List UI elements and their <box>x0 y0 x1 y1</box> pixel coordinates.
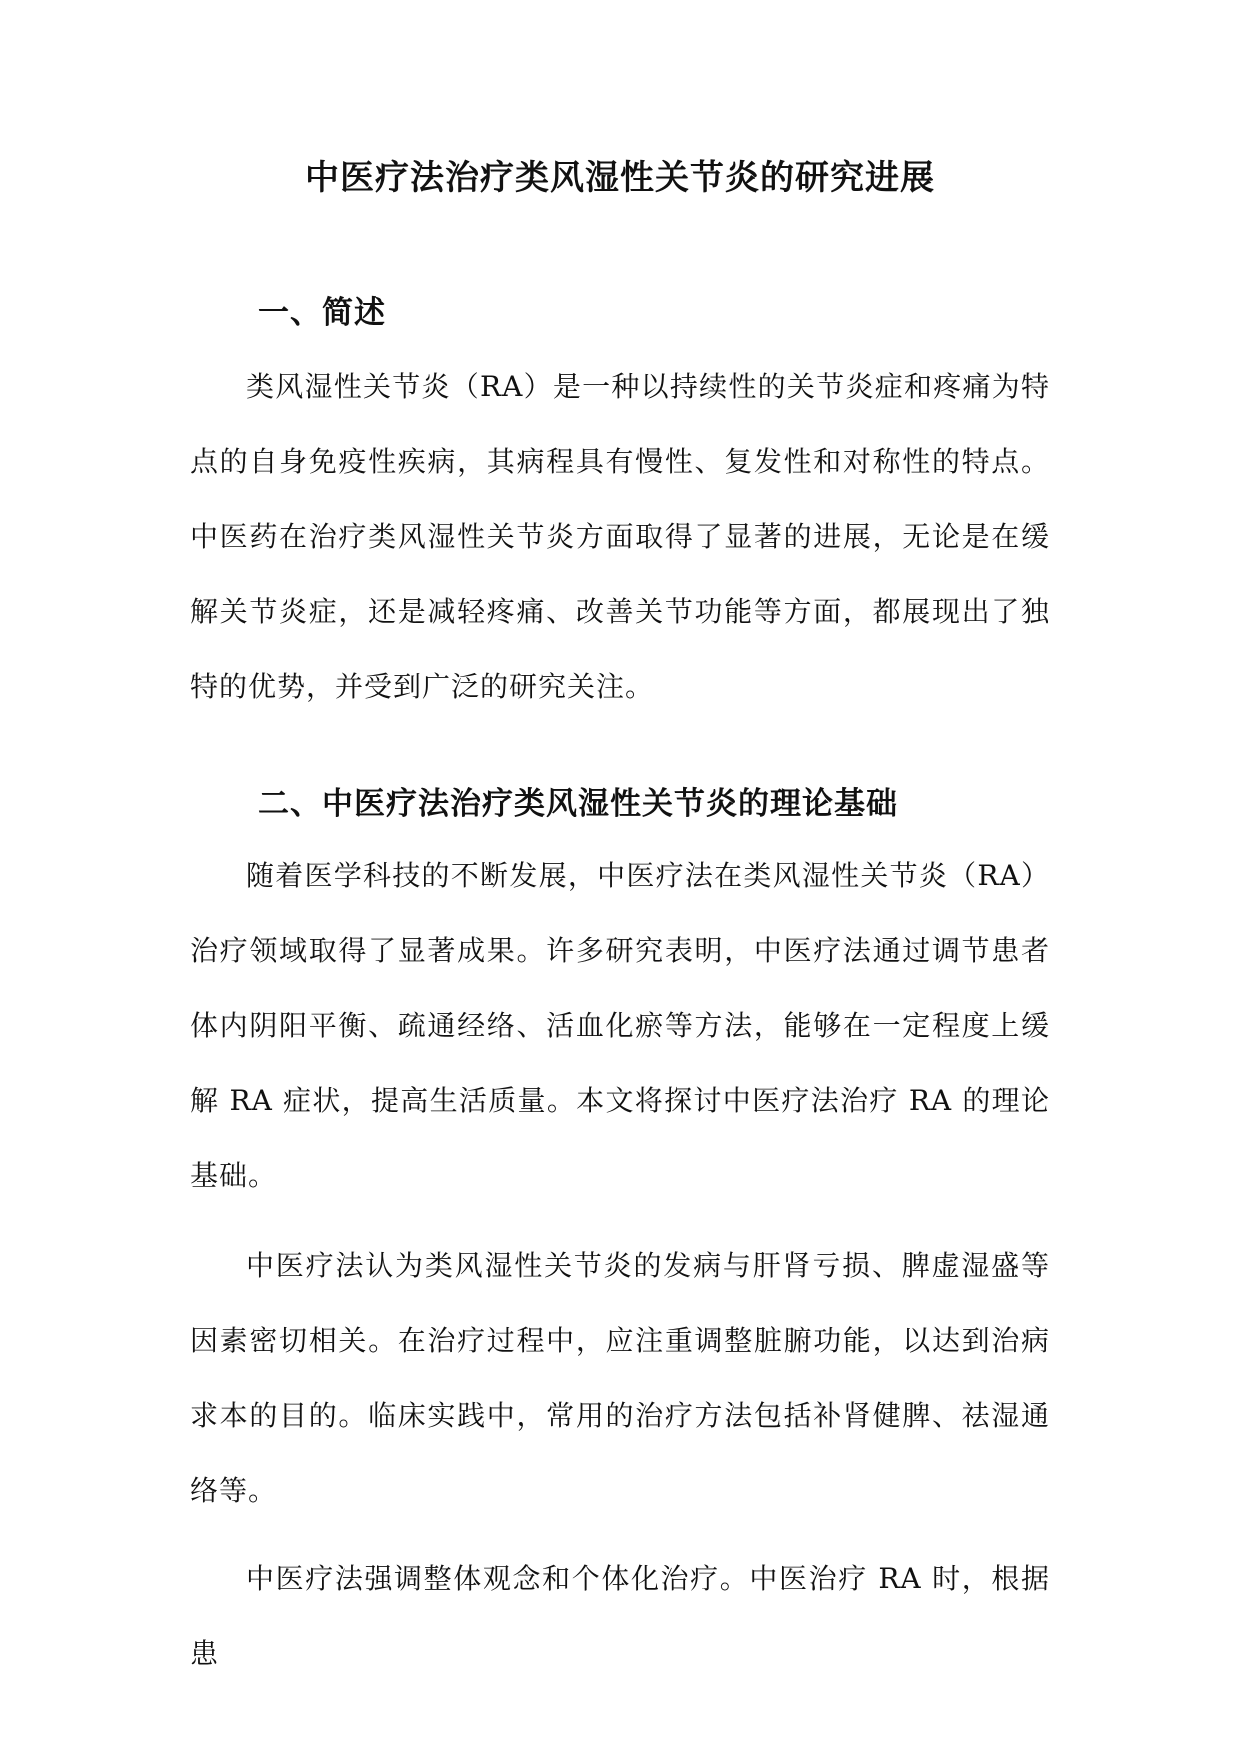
paragraph-theory-2: 中医疗法认为类风湿性关节炎的发病与肝肾亏损、脾虚湿盛等因素密切相关。在治疗过程中，应注重调整脏腑功能，以达到治病求本的目的。临床实践中，常用的治疗方法包括补肾健脾、祛湿通络等。 <box>190 1249 1050 1507</box>
paragraph-overview: 类风湿性关节炎（RA）是一种以持续性的关节炎症和疼痛为特点的自身免疫性疾病，其病程具有慢性、复发性和对称性的特点。中医药在治疗类风湿性关节炎方面取得了显著的进展，无论是在缓解关节炎症，还是减轻疼痛、改善关节功能等方面，都展现出了独特的优势，并受到广泛的研究关注。 <box>190 370 1050 703</box>
document-title: 中医疗法治疗类风湿性关节炎的研究进展 <box>305 158 935 198</box>
paragraph-theory-1: 随着医学科技的不断发展，中医疗法在类风湿性关节炎（RA）治疗领域取得了显著成果。许多研究表明，中医疗法通过调节患者体内阴阳平衡、疏通经络、活血化瘀等方法，能够在一定程度上缓解 RA 症状，提高生活质量。本文将探讨中医疗法治疗 RA 的理论基础。 <box>190 859 1050 1192</box>
section-heading-overview: 一、简述 <box>258 295 386 331</box>
paragraph-theory-3: 中医疗法强调整体观念和个体化治疗。中医治疗 RA 时，根据患 <box>190 1562 1050 1670</box>
section-heading-theory: 二、中医疗法治疗类风湿性关节炎的理论基础 <box>258 786 898 822</box>
